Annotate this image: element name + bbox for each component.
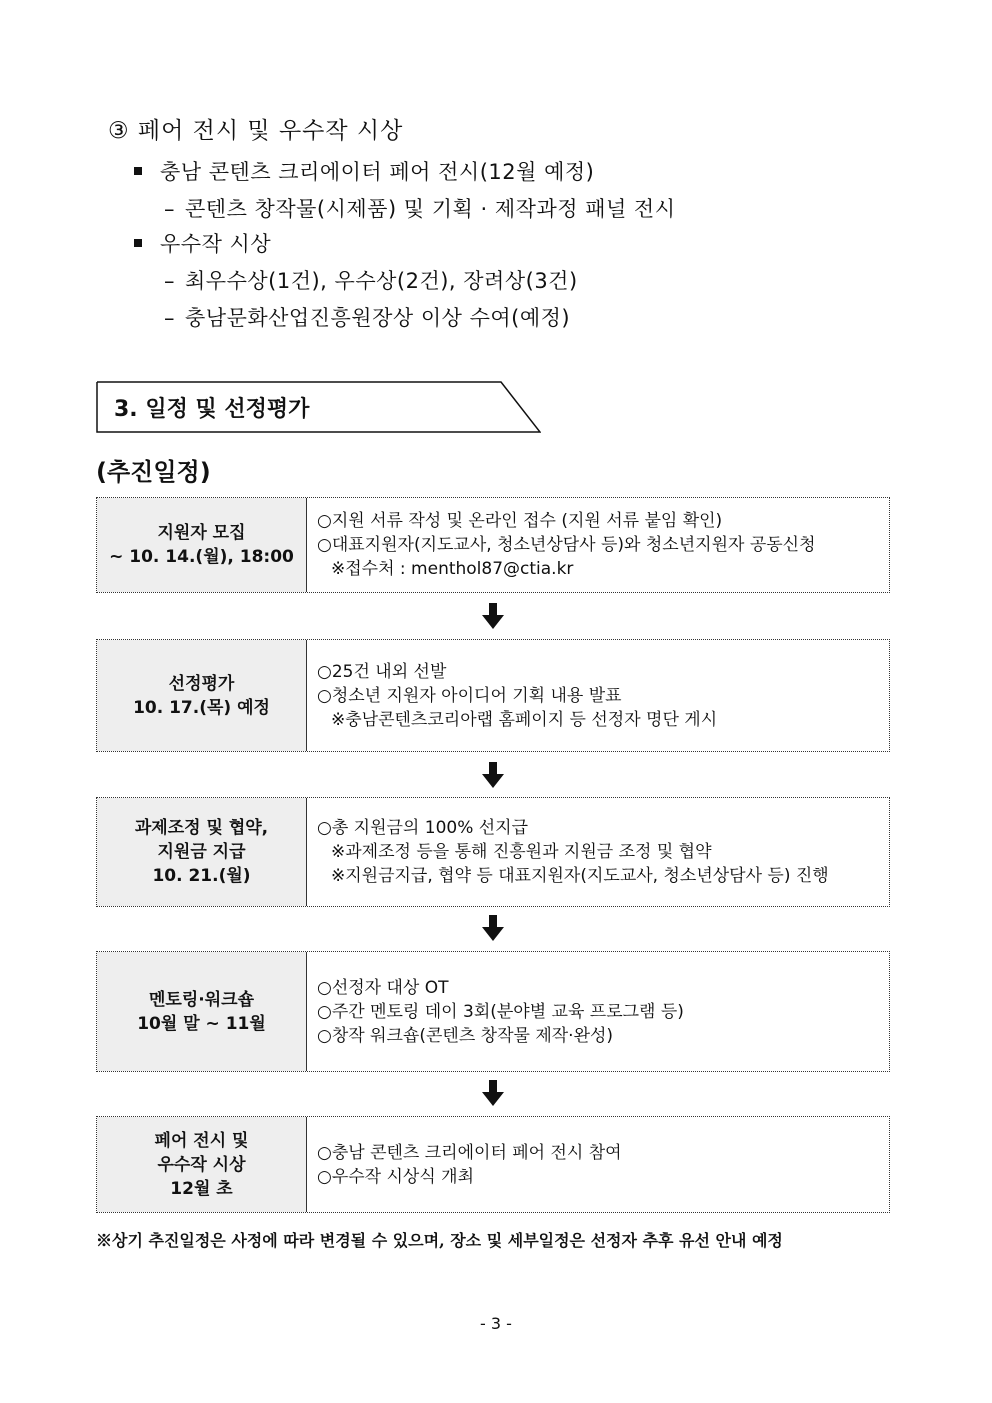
- sub-item: – 충남문화산업진흥원장상 이상 수여(예정): [164, 306, 571, 330]
- sub-item-text: 콘텐츠 창작물(시제품) 및 기획 · 제작과정 패널 전시: [185, 197, 676, 221]
- step-label: [97, 640, 307, 751]
- bullet-text: 충남 콘텐츠 크리에이터 페어 전시(12월 예정): [160, 160, 595, 184]
- sub-item: – 콘텐츠 창작물(시제품) 및 기획 · 제작과정 패널 전시: [164, 197, 676, 221]
- detail-line: ○25건 내외 선발: [317, 661, 447, 682]
- step-date: ~ 10. 14.(월), 18:00: [109, 547, 294, 567]
- section-title-box: [96, 381, 541, 433]
- sub-item-text: 최우수상(1건), 우수상(2건), 장려상(3건): [185, 269, 578, 293]
- detail-note: ※접수처 : menthol87@ctia.kr: [331, 559, 574, 579]
- step-date: 10월 말 ~ 11월: [137, 1013, 266, 1034]
- detail-line: ○창작 워크숍(콘텐츠 창작물 제작·완성): [317, 1025, 614, 1046]
- bullet-text: 우수작 시상: [160, 232, 272, 256]
- step-title: 우수작 시상: [157, 1154, 246, 1175]
- down-arrow-icon: [482, 603, 504, 629]
- step-details: [307, 498, 889, 592]
- subsection-heading: ③ 페어 전시 및 우수작 시상: [108, 118, 404, 144]
- step-label: [97, 498, 307, 592]
- detail-line: ○총 지원금의 100% 선지급: [317, 818, 529, 838]
- step-date: 10. 17.(목) 예정: [133, 697, 270, 718]
- step-title: 선정평가: [168, 673, 235, 694]
- step-details: [307, 640, 889, 751]
- step-date: 12월 초: [170, 1178, 233, 1199]
- detail-line: ○대표지원자(지도교사, 청소년상담사 등)와 청소년지원자 공동신청: [317, 535, 816, 555]
- step-title: 과제조정 및 협약,: [134, 818, 269, 838]
- down-arrow-icon: [482, 762, 504, 788]
- schedule-footnote: ※상기 추진일정은 사정에 따라 변경될 수 있으며, 장소 및 세부일정은 선정자 추후 유선 안내 예정: [96, 1231, 783, 1250]
- step-title: 페어 전시 및: [154, 1130, 249, 1151]
- step-details: [307, 1117, 889, 1212]
- step-title: 지원자 모집: [157, 523, 246, 543]
- step-title: 멘토링·워크숍: [149, 989, 254, 1010]
- detail-note: ※충남콘텐츠코리아랩 홈페이지 등 선정자 명단 게시: [331, 709, 718, 730]
- detail-note: ※지원금지급, 협약 등 대표지원자(지도교사, 청소년상담사 등) 진행: [331, 866, 829, 886]
- page-number: - 3 -: [480, 1314, 512, 1333]
- step-details: [307, 798, 889, 906]
- step-details: [307, 952, 889, 1071]
- down-arrow-icon: [482, 1080, 504, 1106]
- step-title: 지원금 지급: [157, 842, 246, 862]
- sub-item-text: 충남문화산업진흥원장상 이상 수여(예정): [185, 306, 571, 330]
- detail-line: ○우수작 시상식 개최: [317, 1166, 475, 1187]
- schedule-step-evaluation: [96, 639, 890, 752]
- bullet-item-award: [134, 228, 271, 258]
- schedule-heading: (추진일정): [96, 458, 211, 486]
- step-label: [97, 952, 307, 1071]
- down-arrow-icon: [482, 915, 504, 941]
- detail-line: ○선정자 대상 OT: [317, 977, 449, 998]
- section-title: 3. 일정 및 선정평가: [114, 397, 310, 422]
- schedule-step-fair: [96, 1116, 890, 1213]
- schedule-step-mentoring: [96, 951, 890, 1072]
- detail-line: ○주간 멘토링 데이 3회(분야별 교육 프로그램 등): [317, 1001, 684, 1022]
- detail-line: ○청소년 지원자 아이디어 기획 내용 발표: [317, 685, 622, 706]
- black-square-icon: [134, 239, 142, 247]
- step-label: [97, 1117, 307, 1212]
- bullet-item-fair: [134, 156, 594, 186]
- step-date: 10. 21.(월): [152, 866, 251, 886]
- detail-note: ※과제조정 등을 통해 진흥원과 지원금 조정 및 협약: [331, 842, 712, 862]
- detail-line: ○충남 콘텐츠 크리에이터 페어 전시 참여: [317, 1142, 622, 1163]
- step-label: [97, 798, 307, 906]
- schedule-step-agreement: [96, 797, 890, 907]
- detail-line: ○지원 서류 작성 및 온라인 접수 (지원 서류 붙임 확인): [317, 511, 723, 531]
- black-square-icon: [134, 167, 142, 175]
- sub-item: – 최우수상(1건), 우수상(2건), 장려상(3건): [164, 269, 578, 293]
- schedule-step-recruit: [96, 497, 890, 593]
